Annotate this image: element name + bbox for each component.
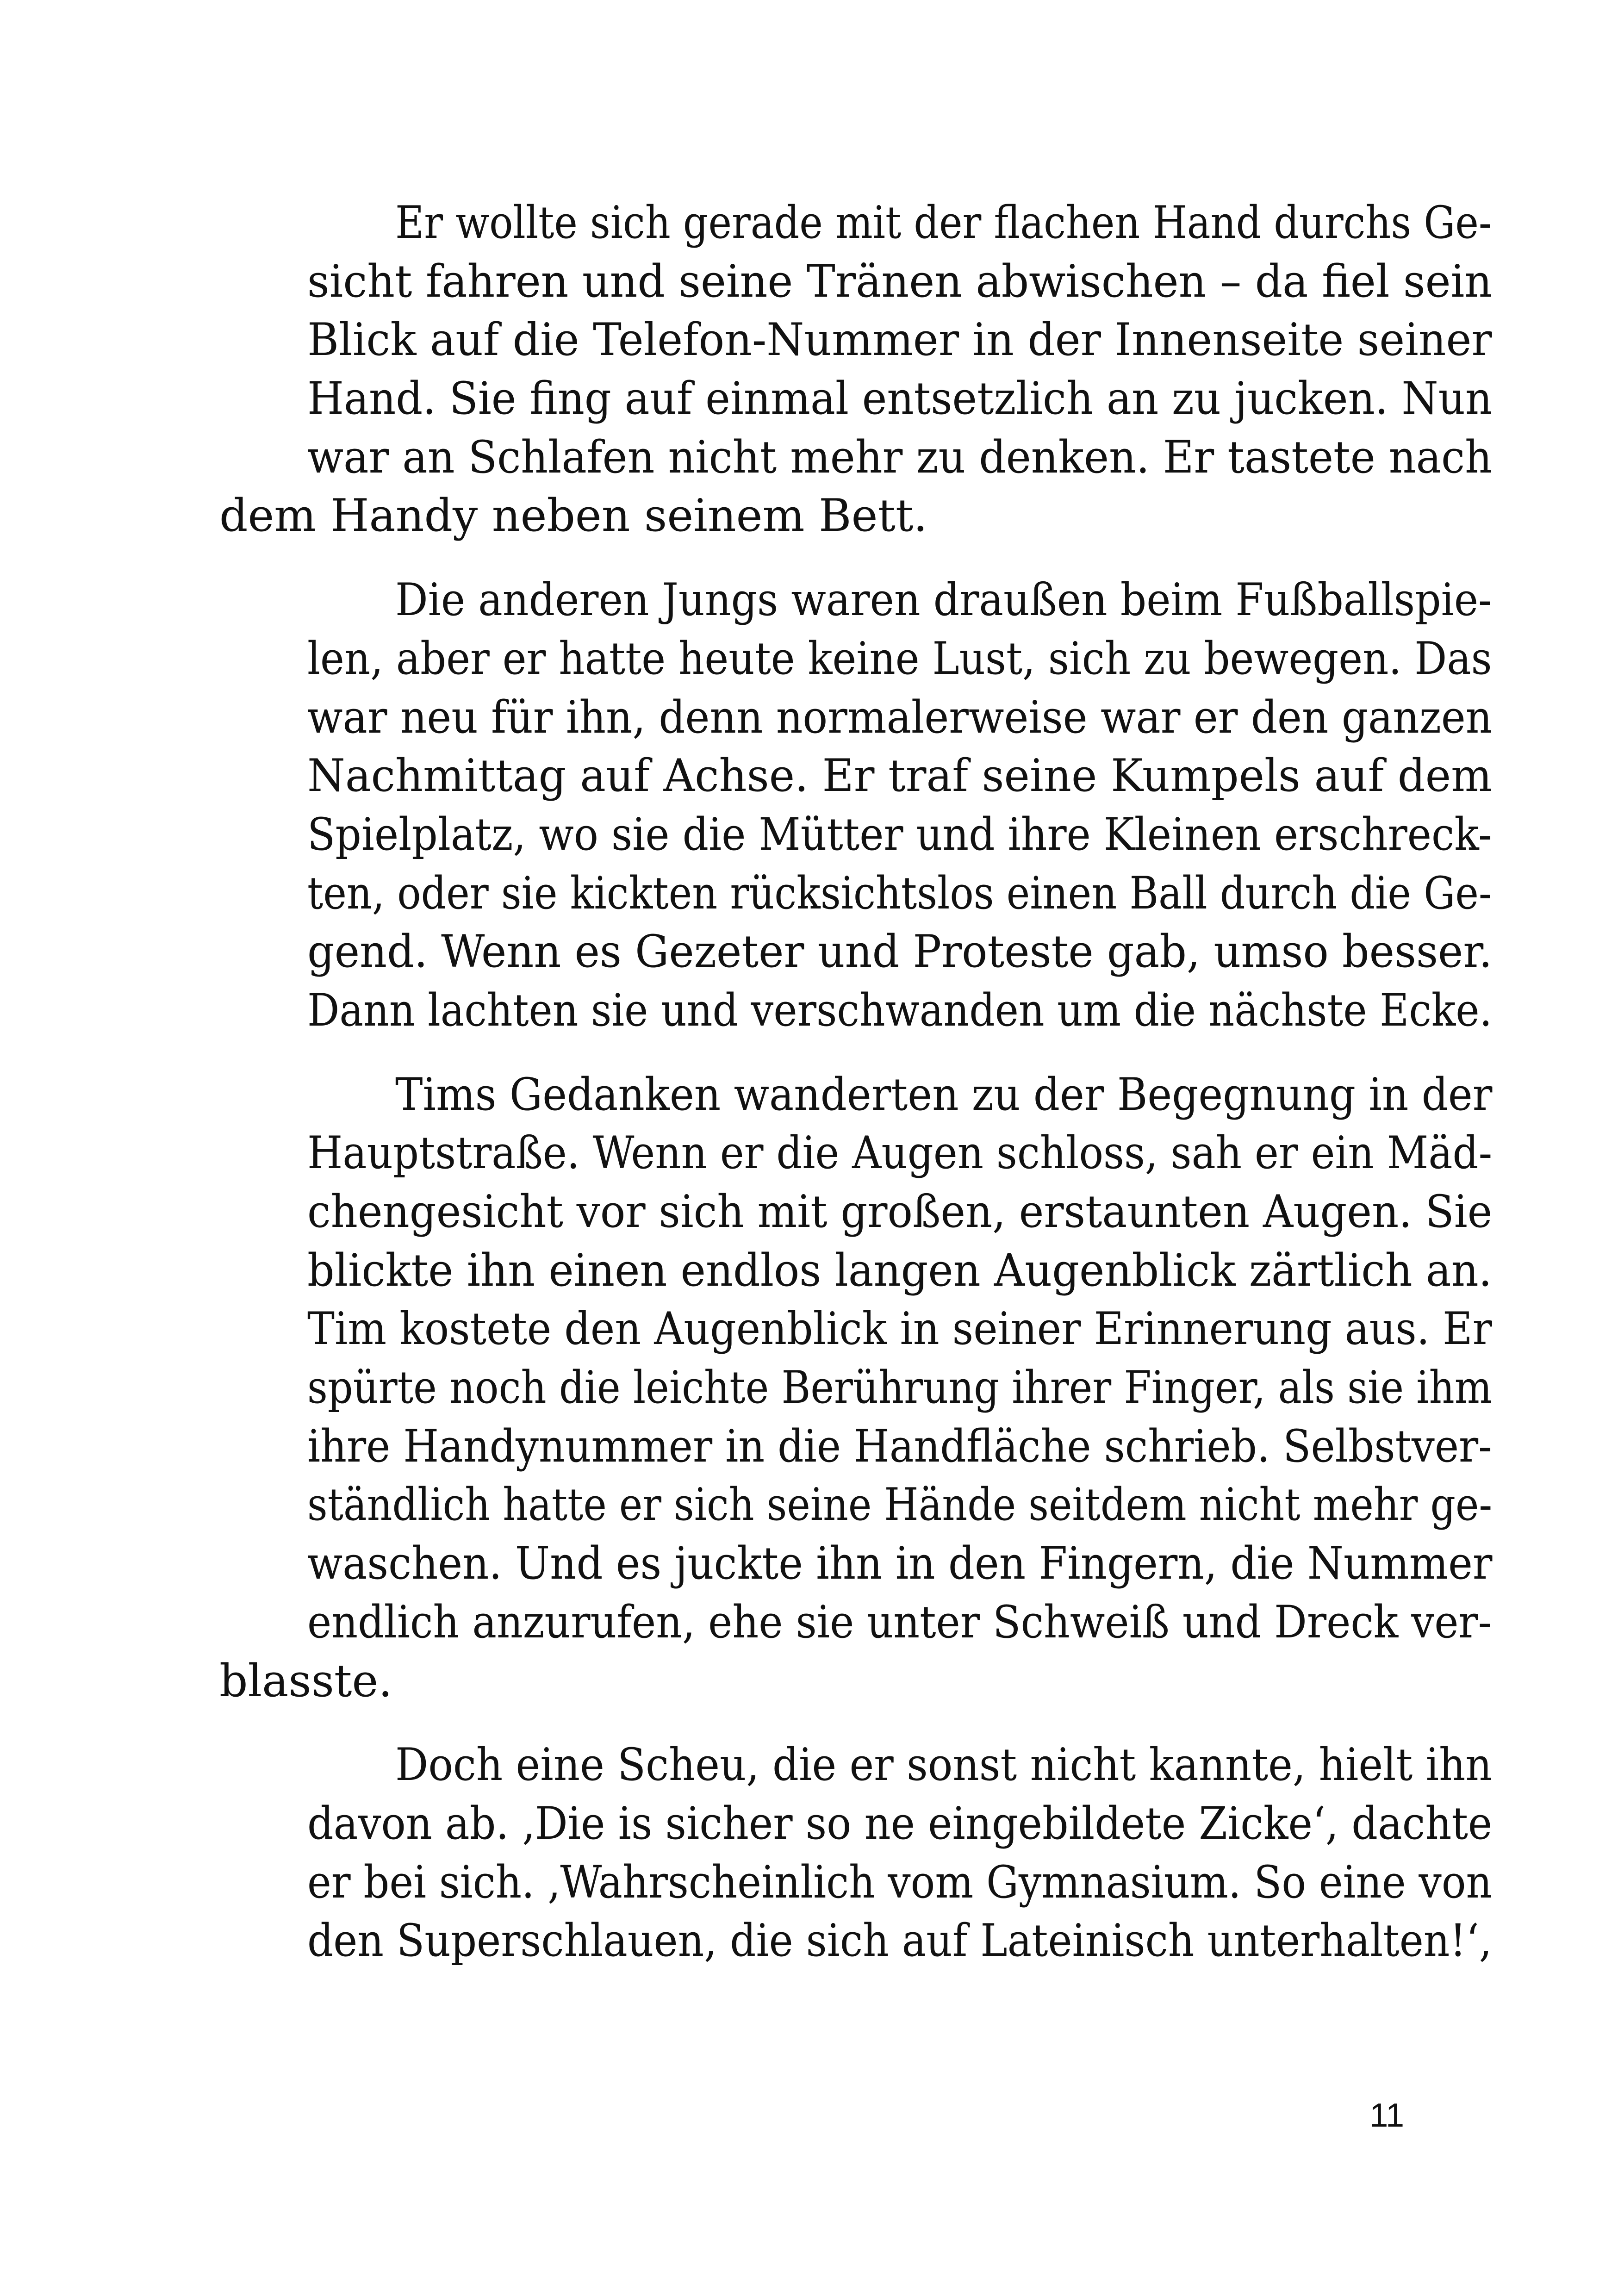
- page-number: 11: [1369, 2097, 1404, 2134]
- text-line: ständlich hatte er sich seine Hände seitdem nicht mehr ge-: [307, 1479, 1493, 1531]
- body-text: [219, 193, 1493, 1996]
- text-line: endlich anzurufen, ehe sie unter Schweiß und Dreck ver-: [307, 1596, 1492, 1648]
- text-line: Blick auf die Telefon-Nummer in der Innenseite seiner: [307, 314, 1492, 366]
- text-line: blasste.: [219, 1655, 392, 1707]
- paragraph: [219, 571, 1493, 1040]
- text-line: war neu für ihn, denn normalerweise war er den ganzen: [307, 691, 1493, 743]
- paragraph: [219, 1736, 1493, 1970]
- text-line: dem Handy neben seinem Bett.: [219, 490, 928, 542]
- text-line: Tims Gedanken wanderten zu der Begegnung in der: [395, 1068, 1493, 1120]
- text-line: war an Schlafen nicht mehr zu denken. Er tastete nach: [307, 431, 1492, 483]
- text-line: Tim kostete den Augenblick in seiner Erinnerung aus. Er: [307, 1303, 1492, 1355]
- paragraph: [219, 193, 1493, 545]
- text-line: Nachmittag auf Achse. Er traf seine Kumpels auf dem: [307, 750, 1492, 802]
- text-line: davon ab. ‚Die is sicher so ne eingebildete Zicke‘, dachte: [307, 1797, 1493, 1849]
- text-line: er bei sich. ‚Wahrscheinlich vom Gymnasium. So eine von: [307, 1856, 1492, 1908]
- paragraph: [219, 1065, 1493, 1711]
- text-line: spürte noch die leichte Berührung ihrer Finger, als sie ihm: [307, 1362, 1492, 1414]
- text-line: Doch eine Scheu, die er sonst nicht kannte, hielt ihn: [395, 1739, 1492, 1791]
- text-line: Spielplatz, wo sie die Mütter und ihre Kleinen erschreck-: [307, 808, 1492, 860]
- text-line: ihre Handynummer in die Handfläche schrieb. Selbstver-: [307, 1420, 1492, 1472]
- text-line: Hauptstraße. Wenn er die Augen schloss, sah er ein Mäd-: [307, 1127, 1493, 1179]
- text-line: len, aber er hatte heute keine Lust, sich zu bewegen. Das: [307, 632, 1492, 684]
- text-line: ten, oder sie kickten rücksichtslos einen Ball durch die Ge-: [307, 867, 1492, 919]
- text-line: Er wollte sich gerade mit der flachen Hand durchs Ge-: [395, 197, 1492, 249]
- text-line: den Superschlauen, die sich auf Lateinisch unterhalten!‘,: [307, 1915, 1492, 1967]
- text-line: Hand. Sie fing auf einmal entsetzlich an zu jucken. Nun: [307, 373, 1493, 425]
- text-line: Die anderen Jungs waren draußen beim Fußballspie-: [395, 574, 1492, 626]
- text-line: chengesicht vor sich mit großen, erstaunten Augen. Sie: [307, 1186, 1493, 1238]
- text-line: blickte ihn einen endlos langen Augenblick zärtlich an.: [307, 1244, 1492, 1296]
- text-line: gend. Wenn es Gezeter und Proteste gab, umso besser.: [307, 926, 1493, 978]
- text-line: sicht fahren und seine Tränen abwischen – da fiel sein: [307, 255, 1493, 307]
- text-line: waschen. Und es juckte ihn in den Fingern, die Nummer: [307, 1537, 1493, 1590]
- text-line: Dann lachten sie und verschwanden um die nächste Ecke.: [307, 984, 1493, 1036]
